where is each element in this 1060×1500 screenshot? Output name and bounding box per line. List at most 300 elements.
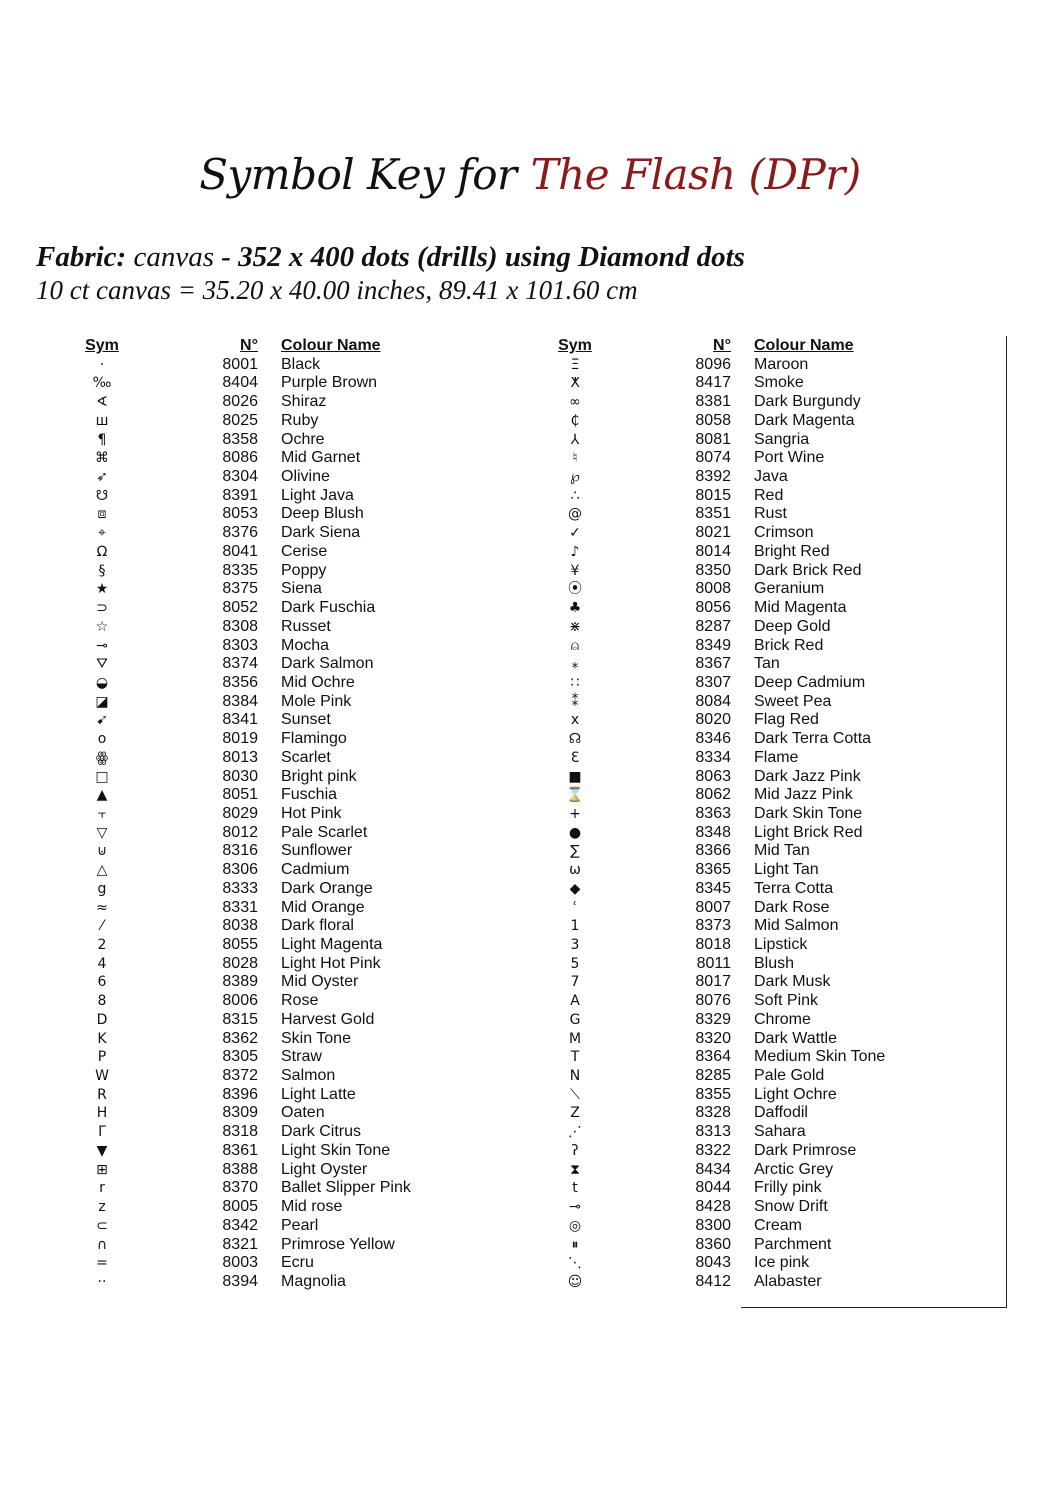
symbol-glyph: ◎	[568, 1217, 582, 1234]
colour-name: Straw	[281, 1048, 322, 1066]
symbol-table-right	[543, 337, 943, 1292]
colour-name: Mid rose	[281, 1198, 343, 1216]
colour-number: 8360	[695, 1235, 731, 1253]
colour-number: 8084	[695, 692, 731, 710]
symbol-glyph: g	[97, 880, 107, 897]
symbol-glyph: ⊞	[96, 1161, 108, 1178]
colour-number: 8086	[222, 449, 258, 467]
table-row	[543, 468, 943, 487]
colour-name: Fuschia	[281, 786, 338, 804]
table-row	[70, 1067, 470, 1086]
colour-name: Terra Cotta	[754, 879, 834, 897]
colour-name: Rust	[754, 505, 787, 523]
colour-name: Red	[754, 486, 784, 504]
colour-number: 8005	[222, 1198, 258, 1216]
table-row	[70, 374, 470, 393]
colour-number: 8349	[695, 636, 731, 654]
colour-name: Sahara	[754, 1123, 806, 1141]
colour-name: Dark floral	[281, 917, 354, 935]
pattern-name: The Flash (DPr)	[530, 150, 861, 199]
colour-name: Pale Gold	[754, 1067, 825, 1085]
symbol-glyph: ¶	[97, 431, 107, 448]
colour-number: 8404	[222, 374, 258, 392]
symbol-glyph: R	[97, 1086, 107, 1103]
symbol-glyph: ⌖	[98, 525, 106, 542]
colour-number: 8367	[695, 655, 731, 673]
colour-name: Salmon	[281, 1067, 336, 1085]
colour-name: Dark Skin Tone	[754, 804, 863, 822]
colour-name: Deep Blush	[281, 505, 364, 523]
colour-number: 8341	[222, 711, 258, 729]
table-row	[543, 431, 943, 450]
table-row	[543, 768, 943, 787]
colour-name: Alabaster	[754, 1272, 822, 1290]
colour-number: 8044	[695, 1179, 731, 1197]
colour-name: Mid Orange	[281, 898, 365, 916]
colour-name: Mid Garnet	[281, 449, 361, 467]
table-row	[70, 917, 470, 936]
colour-name: Light Latte	[281, 1085, 356, 1103]
colour-name: Ice pink	[754, 1254, 810, 1272]
colour-number: 8017	[695, 973, 731, 991]
table-row	[543, 1142, 943, 1161]
table-row	[543, 487, 943, 506]
symbol-glyph: ♣	[568, 600, 582, 617]
colour-number: 8345	[695, 879, 731, 897]
colour-number: 8029	[222, 804, 258, 822]
colour-number: 8374	[222, 655, 258, 673]
symbol-glyph: ≈	[96, 899, 108, 916]
table-row	[543, 1198, 943, 1217]
symbol-glyph: o	[97, 731, 107, 748]
symbol-glyph: Z	[570, 1105, 580, 1122]
colour-name: Chrome	[754, 1010, 811, 1028]
colour-number: 8351	[695, 505, 731, 523]
colour-name: Crimson	[754, 524, 814, 542]
colour-name: Light Ochre	[754, 1085, 837, 1103]
symbol-glyph: ⧈	[97, 506, 107, 523]
table-row	[543, 524, 943, 543]
colour-number: 8376	[222, 524, 258, 542]
symbol-glyph: ⛛	[96, 656, 108, 673]
symbol-glyph: 6	[97, 974, 107, 991]
header-colour-name: Colour Name	[754, 337, 854, 354]
colour-name: Light Magenta	[281, 936, 383, 953]
colour-name: Dark Burgundy	[754, 393, 861, 411]
table-row	[543, 1236, 943, 1255]
symbol-glyph: ▼	[96, 1142, 108, 1159]
table-row	[543, 356, 943, 375]
header-num: N°	[713, 337, 731, 354]
colour-number: 8014	[695, 542, 731, 560]
symbol-glyph: ⏸	[571, 1236, 579, 1253]
colour-name: Sweet Pea	[754, 692, 832, 710]
symbol-table-left	[70, 337, 470, 1292]
table-row	[70, 1217, 470, 1236]
table-row	[543, 449, 943, 468]
colour-name: Light Tan	[754, 861, 819, 879]
symbol-glyph: M	[568, 1030, 582, 1047]
table-row	[543, 1217, 943, 1236]
colour-name: Pearl	[281, 1216, 319, 1234]
colour-name: Dark Magenta	[754, 411, 855, 429]
colour-name: Hot Pink	[281, 804, 342, 822]
colour-number: 8428	[695, 1198, 731, 1216]
colour-name: Ecru	[281, 1254, 314, 1272]
fabric-dimensions: 352 x 400 dots (drills) using Diamond dots	[238, 241, 745, 273]
table-row	[543, 412, 943, 431]
table-row	[70, 973, 470, 992]
table-row	[543, 805, 943, 824]
table-row	[543, 599, 943, 618]
colour-name: Lipstick	[754, 936, 808, 953]
symbol-glyph: 7	[570, 974, 580, 991]
colour-name: Mole Pink	[281, 692, 352, 710]
symbol-glyph: ⊍	[96, 843, 108, 860]
colour-number: 8007	[695, 898, 731, 916]
colour-number: 8320	[695, 1029, 731, 1047]
colour-number: 8028	[222, 954, 258, 972]
colour-number: 8394	[222, 1272, 258, 1290]
bottom-border-line	[741, 1307, 1007, 1308]
colour-number: 8030	[222, 767, 258, 785]
colour-number: 8308	[222, 617, 258, 635]
colour-number: 8342	[222, 1216, 258, 1234]
colour-name: Cerise	[281, 542, 328, 560]
header-colour-name: Colour Name	[281, 337, 381, 354]
symbol-glyph: T	[570, 1049, 580, 1066]
symbol-glyph: ⦿	[568, 581, 582, 598]
colour-number: 8052	[222, 599, 258, 617]
colour-number: 8412	[695, 1272, 731, 1290]
colour-number: 8006	[222, 992, 258, 1010]
table-row	[543, 880, 943, 899]
colour-name: Flamingo	[281, 730, 347, 748]
table-header	[70, 337, 470, 356]
colour-number: 8055	[222, 936, 258, 953]
table-row	[543, 973, 943, 992]
colour-name: Flame	[754, 748, 799, 766]
symbol-glyph: ▲	[96, 787, 108, 804]
symbol-glyph: ⁄	[100, 918, 104, 935]
colour-name: Blush	[754, 954, 795, 972]
colour-name: Mid Salmon	[754, 917, 839, 935]
symbol-glyph: ⧗	[570, 1161, 580, 1178]
colour-name: Bright pink	[281, 767, 357, 785]
table-row	[70, 487, 470, 506]
colour-name: Light Hot Pink	[281, 954, 381, 972]
colour-name: Light Java	[281, 486, 354, 504]
colour-name: Cadmium	[281, 861, 350, 879]
colour-number: 8285	[695, 1067, 731, 1085]
symbol-glyph: □	[95, 768, 109, 785]
table-row	[70, 880, 470, 899]
table-row	[543, 1123, 943, 1142]
symbol-glyph: ⟍	[570, 1086, 580, 1103]
symbol-glyph: 4	[97, 955, 107, 972]
colour-name: Dark Salmon	[281, 655, 374, 673]
colour-number: 8358	[222, 430, 258, 448]
colour-number: 8056	[695, 599, 731, 617]
table-row	[70, 786, 470, 805]
colour-number: 8334	[695, 748, 731, 766]
symbol-glyph: Ɛ	[570, 749, 580, 766]
symbol-glyph: ▽	[96, 824, 108, 841]
table-row	[543, 1030, 943, 1049]
colour-name: Deep Gold	[754, 617, 831, 635]
colour-name: Dark Rose	[754, 898, 830, 916]
table-row	[543, 655, 943, 674]
colour-number: 8434	[695, 1160, 731, 1178]
table-row	[70, 543, 470, 562]
colour-name: Siena	[281, 580, 322, 598]
table-row	[543, 580, 943, 599]
colour-name: Arctic Grey	[754, 1160, 834, 1178]
colour-number: 8356	[222, 673, 258, 691]
table-row	[543, 749, 943, 768]
symbol-glyph: H	[96, 1105, 108, 1122]
colour-number: 8321	[222, 1235, 258, 1253]
table-row	[543, 637, 943, 656]
colour-name: Snow Drift	[754, 1198, 828, 1216]
table-row	[70, 505, 470, 524]
colour-name: Soft Pink	[754, 992, 819, 1010]
colour-name: Rose	[281, 992, 319, 1010]
symbol-glyph: ●	[568, 824, 582, 841]
colour-name: Dark Citrus	[281, 1123, 362, 1141]
table-row	[543, 842, 943, 861]
table-row	[70, 1048, 470, 1067]
colour-name: Flag Red	[754, 711, 819, 729]
colour-name: Shiraz	[281, 393, 327, 411]
colour-number: 8015	[695, 486, 731, 504]
right-border-line	[1006, 336, 1007, 1308]
table-row	[70, 899, 470, 918]
table-row	[543, 711, 943, 730]
colour-name: Scarlet	[281, 748, 331, 766]
symbol-glyph: ◒	[95, 674, 109, 691]
colour-name: Dark Orange	[281, 879, 373, 897]
colour-name: Olivine	[281, 468, 330, 486]
table-row	[543, 374, 943, 393]
colour-number: 8333	[222, 879, 258, 897]
table-row	[70, 955, 470, 974]
symbol-glyph: ∩	[96, 1236, 108, 1253]
symbol-glyph: ⊃	[96, 600, 108, 617]
colour-name: Bright Red	[754, 542, 830, 560]
colour-name: Skin Tone	[281, 1029, 351, 1047]
symbol-glyph: z	[98, 1199, 106, 1216]
colour-number: 8013	[222, 748, 258, 766]
symbol-glyph: ◆	[569, 880, 581, 897]
table-row	[70, 562, 470, 581]
colour-number: 8025	[222, 411, 258, 429]
symbol-glyph: W	[95, 1068, 109, 1085]
colour-number: 8012	[222, 823, 258, 841]
symbol-glyph: ☺	[567, 1273, 583, 1290]
colour-number: 8350	[695, 561, 731, 579]
symbol-glyph: ʔ	[571, 1142, 579, 1159]
symbol-glyph: ⊸	[96, 637, 108, 654]
colour-number: 8011	[696, 954, 731, 972]
colour-number: 8315	[222, 1010, 258, 1028]
table-row	[70, 431, 470, 450]
symbol-glyph: ⊸	[569, 1199, 581, 1216]
table-row	[70, 1142, 470, 1161]
symbol-glyph: ∞	[569, 394, 581, 411]
colour-name: Russet	[281, 617, 331, 635]
colour-number: 8346	[695, 730, 731, 748]
symbol-glyph: ☆	[95, 618, 109, 635]
table-row	[70, 1198, 470, 1217]
table-row	[70, 768, 470, 787]
colour-number: 8307	[695, 673, 731, 691]
table-row	[70, 749, 470, 768]
table-row	[70, 842, 470, 861]
colour-number: 8053	[222, 505, 258, 523]
symbol-glyph: ➶	[96, 469, 108, 486]
colour-number: 8081	[695, 430, 731, 448]
colour-name: Geranium	[754, 580, 825, 598]
colour-name: Sangria	[754, 430, 810, 448]
colour-name: Light Skin Tone	[281, 1141, 391, 1159]
fabric-type: canvas	[133, 241, 214, 273]
symbol-glyph: ⌘	[95, 450, 109, 467]
table-row	[543, 1179, 943, 1198]
colour-number: 8335	[222, 561, 258, 579]
colour-number: 8328	[695, 1104, 731, 1122]
colour-name: Light Brick Red	[754, 823, 863, 841]
table-row	[70, 1123, 470, 1142]
symbol-glyph: K	[97, 1030, 107, 1047]
colour-number: 8370	[222, 1179, 258, 1197]
symbol-glyph: Γ	[98, 1124, 106, 1141]
colour-name: Brick Red	[754, 636, 824, 654]
colour-number: 8051	[222, 786, 258, 804]
colour-name: Cream	[754, 1216, 803, 1234]
colour-number: 8396	[222, 1085, 258, 1103]
colour-number: 8322	[695, 1141, 731, 1159]
symbol-glyph: ⫟	[97, 805, 107, 822]
symbol-glyph: ⋇	[569, 618, 581, 635]
table-row	[70, 1086, 470, 1105]
symbol-glyph: ∴	[570, 487, 580, 504]
symbol-glyph: ★	[95, 581, 109, 598]
colour-name: Mocha	[281, 636, 330, 654]
colour-name: Sunset	[281, 711, 331, 729]
symbol-glyph: 1	[570, 918, 580, 935]
colour-name: Frilly pink	[754, 1179, 822, 1197]
symbol-glyph: ⅄	[570, 431, 580, 448]
symbol-glyph: 5	[570, 955, 580, 972]
colour-number: 8375	[222, 580, 258, 598]
symbol-glyph: ♪	[570, 543, 580, 560]
table-row	[543, 693, 943, 712]
table-rows-left	[70, 356, 470, 1292]
colour-name: Poppy	[281, 561, 327, 579]
table-row	[543, 674, 943, 693]
symbol-glyph: ⌛	[566, 787, 584, 804]
symbol-glyph: ☊	[568, 731, 582, 748]
table-row	[70, 1273, 470, 1292]
colour-number: 8318	[222, 1123, 258, 1141]
colour-number: 8008	[695, 580, 731, 598]
table-row	[70, 992, 470, 1011]
table-row	[70, 805, 470, 824]
colour-number: 8304	[222, 468, 258, 486]
table-row	[70, 524, 470, 543]
symbol-glyph: r	[99, 1180, 105, 1197]
symbol-glyph: ⋰	[568, 1124, 582, 1141]
colour-name: Harvest Gold	[281, 1010, 375, 1028]
table-row	[70, 1236, 470, 1255]
colour-name: Magnolia	[281, 1272, 346, 1290]
table-row	[543, 917, 943, 936]
table-row	[70, 730, 470, 749]
colour-name: Black	[281, 355, 321, 373]
symbol-glyph: Ξ	[570, 356, 580, 373]
colour-name: Mid Tan	[754, 842, 810, 860]
symbol-glyph: △	[96, 862, 108, 879]
table-row	[543, 786, 943, 805]
colour-number: 8384	[222, 692, 258, 710]
table-row	[543, 899, 943, 918]
table-row	[70, 637, 470, 656]
colour-name: Dark Wattle	[754, 1029, 837, 1047]
colour-number: 8287	[695, 617, 731, 635]
symbol-glyph: ⊂	[96, 1217, 108, 1234]
table-row	[70, 1161, 470, 1180]
title-prefix: Symbol Key for	[199, 150, 517, 199]
colour-name: Deep Cadmium	[754, 673, 866, 691]
symbol-glyph: =	[96, 1255, 108, 1272]
colour-number: 8303	[222, 636, 258, 654]
table-row	[543, 1067, 943, 1086]
colour-name: Dark Musk	[754, 973, 831, 991]
colour-number: 8309	[222, 1104, 258, 1122]
header-sym: Sym	[558, 337, 592, 354]
colour-number: 8062	[695, 786, 731, 804]
table-row	[543, 955, 943, 974]
colour-number: 8389	[222, 973, 258, 991]
symbol-glyph: Ω	[96, 543, 108, 560]
table-rows-right	[543, 356, 943, 1292]
colour-name: Primrose Yellow	[281, 1235, 395, 1253]
colour-number: 8372	[222, 1067, 258, 1085]
colour-name: Light Oyster	[281, 1160, 368, 1178]
colour-name: Oaten	[281, 1104, 325, 1122]
colour-number: 8305	[222, 1048, 258, 1066]
table-row	[543, 992, 943, 1011]
symbol-glyph: §	[98, 562, 106, 579]
table-row	[70, 1030, 470, 1049]
size-line: 10 ct canvas = 35.20 x 40.00 inches, 89.41 x 101.60 cm	[36, 275, 638, 305]
table-row	[543, 505, 943, 524]
table-row	[543, 562, 943, 581]
colour-number: 8361	[222, 1141, 258, 1159]
table-row	[543, 730, 943, 749]
table-header	[543, 337, 943, 356]
table-row	[543, 393, 943, 412]
symbol-glyph: 8	[97, 993, 107, 1010]
colour-number: 8306	[222, 861, 258, 879]
symbol-glyph: ·	[99, 356, 105, 373]
colour-name: Mid Ochre	[281, 673, 355, 691]
symbol-glyph: @	[568, 506, 582, 523]
colour-number: 8313	[695, 1123, 731, 1141]
colour-number: 8417	[695, 374, 731, 392]
colour-number: 8003	[222, 1254, 258, 1272]
